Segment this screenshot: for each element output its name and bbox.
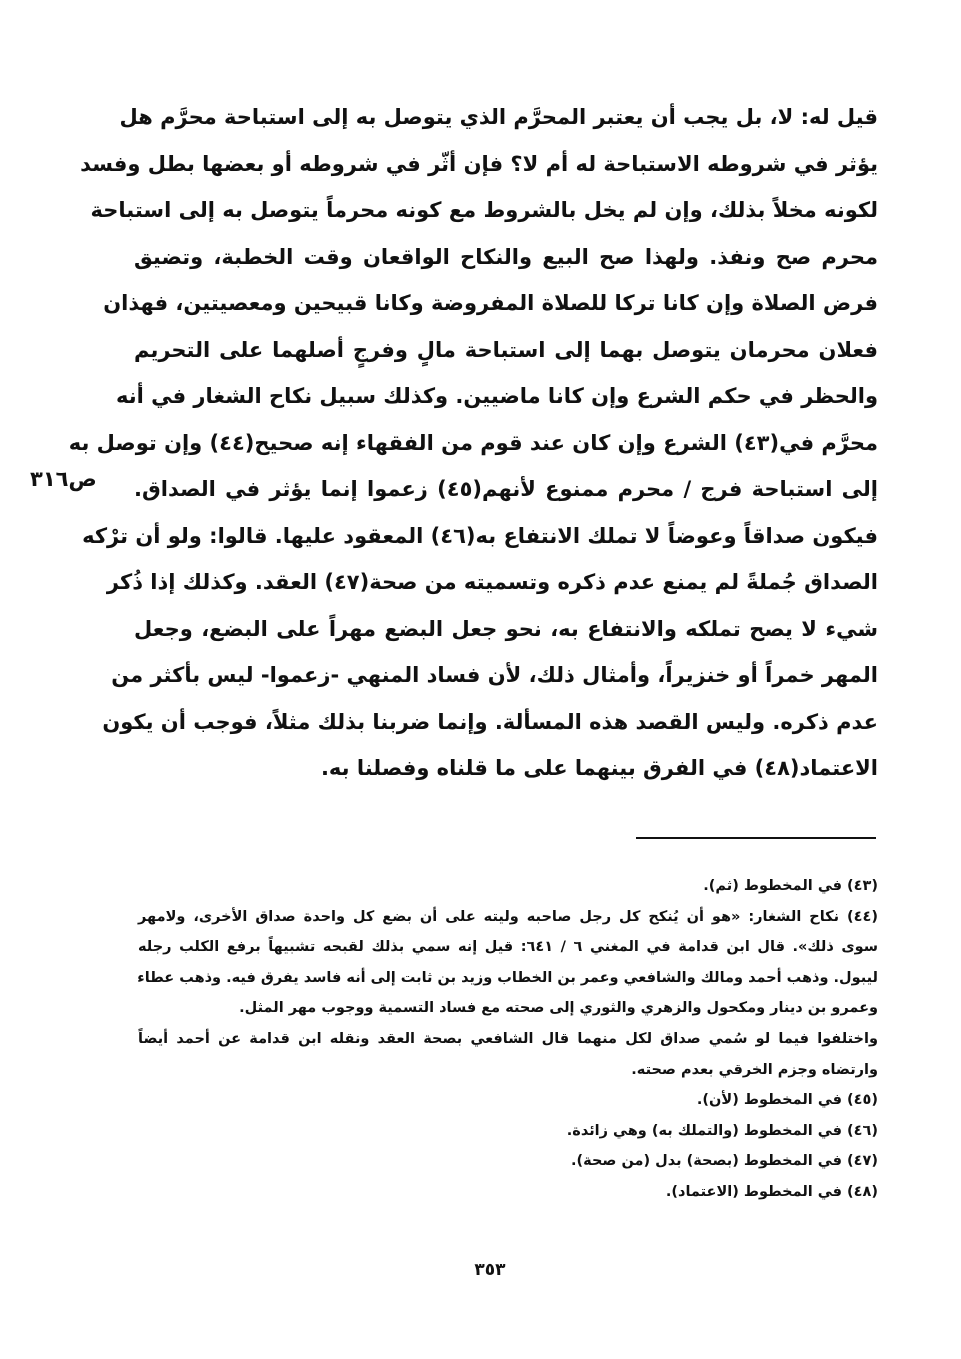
- main-text-line: عدم ذكره. وليس القصد هذه المسألة. وإنما ضربنا بذلك مثلاً، فوجب أن يكون: [102, 709, 878, 734]
- main-text-line: والحظر في حكم الشرع وإن كانا ماضيين. وكذلك سبيل نكاح الشغار في أنه: [115, 384, 878, 408]
- main-text-line: لكونه مخلاً بذلك، وإن لم يخل بالشروط مع كونه محرماً يتوصل به إلى استباحة: [90, 198, 878, 222]
- main-text-line: فيكون صداقاً وعوضاً لا تملك الانتفاع به(٤٦) المعقود عليها. قالوا: ولو أن ترْكه: [82, 523, 878, 548]
- main-text-line: الاعتماد(٤٨) في الفرق بينهما على ما قلناه وفصلنا به.: [320, 756, 878, 780]
- footnote-line: (٤٦) في المخطوط (والتملك به) وهي زائدة.: [566, 1122, 878, 1139]
- footnote-line: (٤٤) نكاح الشغار: «هو أن يُنكح كل رجل صاحبه وليته على أن بضع كل واحدة صداق الأخرى، ولامهر: [138, 908, 878, 925]
- footnote-line: واختلفوا فيما لو سُمي صداق لكل منهما قال الشافعي بصحة العقد ونقله ابن قدامة عن أحمد أيضاً: [138, 1030, 878, 1047]
- main-text-line: شيء لا يصح تملكه والانتفاع به، نحو جعل البضع مهراً على البضع، وجعل: [134, 616, 878, 641]
- main-text-line: محرَّم في(٤٣) الشرع وإن كان عند قوم من الفقهاء إنه صحيح(٤٤) وإن توصل به: [68, 430, 878, 455]
- main-text-line: المهر خمراً أو خنزيراً، وأمثال ذلك، لأن فساد المنهي -زعموا- ليس بأكثر من: [111, 663, 878, 687]
- main-text-line: فرض الصلاة وإن كانا تركا للصلاة المفروضة وكانا قبيحين ومعصيتين، فهذان: [103, 291, 878, 315]
- main-text-line: محرم صح ونفذ. ولهذا صح البيع والنكاح الواقعان وقت الخطبة، وتضيق: [134, 244, 878, 269]
- main-text-line: يؤثر في شروطه الاستباحة له أم لا؟ فإن أثّر في شروطه أو بعضها بطل وفسد: [80, 151, 878, 176]
- margin-page-reference: ص٣١٦: [30, 467, 97, 491]
- footnote-line: (٤٥) في المخطوط (لأن).: [696, 1092, 878, 1109]
- footnote-line: وعمرو بن دينار ومكحول والزهري والثوري إلى صحته مع فساد التسمية ووجوب مهر المثل.: [239, 1000, 878, 1017]
- main-text-line: فعلان محرمان يتوصل بهما إلى استباحة مالٍ وفرجٍ أصلهما على التحريم: [134, 337, 878, 362]
- main-text-line: قيل له: لا، بل يجب أن يعتبر المحرَّم الذي يتوصل به إلى استباحة محرَّم هل: [119, 105, 878, 129]
- footnote-line: (٤٧) في المخطوط (بصحة) بدل (من صحة).: [571, 1153, 878, 1170]
- footnote-line: وارتضاه وجزم الخرقي بعدم صحته.: [631, 1061, 878, 1078]
- main-text-block: [68, 94, 878, 792]
- footnote-line: (٤٣) في المخطوط (ثم).: [703, 878, 878, 894]
- footnote-line: سوى ذلك». قال ابن قدامة في المغني ٦ / ٦٤١: قيل إنه سمي بذلك لقبحه تشبيهاً برفع الكلب رجله: [138, 939, 878, 956]
- page-number: ٣٥٣: [474, 1260, 506, 1280]
- footnote-line: ليبول. وذهب أحمد ومالك والشافعي وعمر بن الخطاب وزيد بن ثابت إلى أنه فاسد يفرق فيه. وذهب عطاء: [137, 969, 878, 986]
- footnotes-block: [138, 871, 878, 1208]
- main-text-line: إلى استباحة فرج / محرم ممنوع لأنهم(٤٥) زعموا إنما يؤثر في الصداق.: [134, 477, 878, 501]
- main-text-line: الصداق جُملةً لم يمنع عدم ذكره وتسميته من صحة(٤٧) العقد. وكذلك إذا ذُكر: [106, 570, 878, 594]
- footnote-separator: [636, 837, 876, 839]
- footnote-line: (٤٨) في المخطوط (الاعتماد).: [665, 1183, 878, 1200]
